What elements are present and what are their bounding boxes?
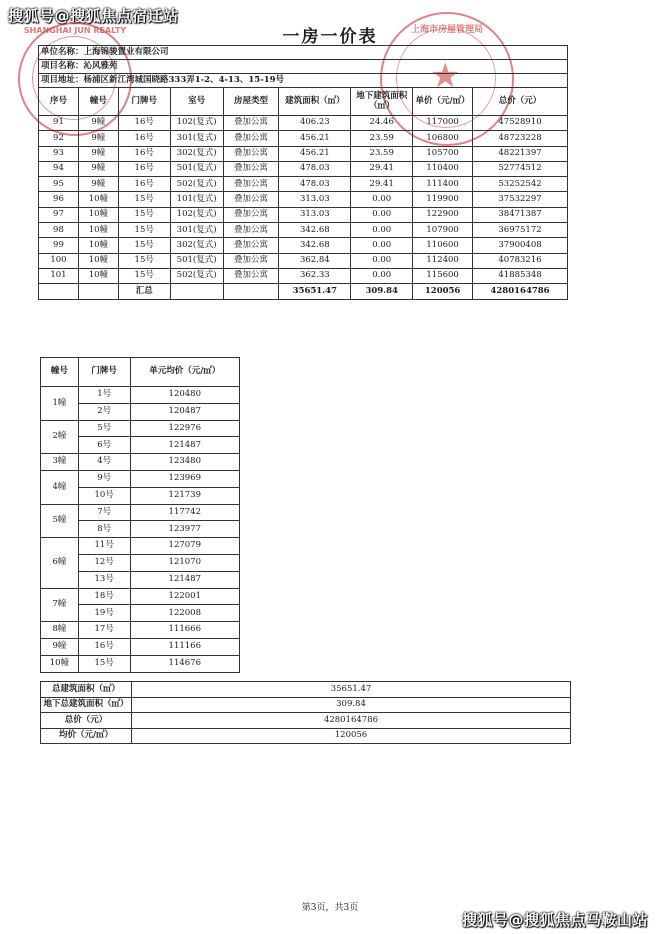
table-cell: 15号 (118, 253, 170, 268)
building-cell: 2幢 (41, 420, 79, 454)
table-row (41, 655, 240, 672)
summary-value: 120056 (132, 728, 571, 744)
table-cell: 叠加公寓 (223, 146, 279, 161)
table-cell: 110600 (413, 238, 473, 253)
column-header: 门牌号 (118, 88, 170, 116)
summary-label: 均价（元/㎡） (41, 728, 132, 744)
table-row (41, 470, 240, 487)
door-cell: 16号 (78, 638, 130, 655)
table-cell: 342.68 (279, 223, 351, 238)
table-cell: 502(复式) (170, 177, 223, 192)
table-cell: 93 (39, 146, 79, 161)
table-cell: 9幢 (78, 116, 118, 131)
table-cell: 29.41 (351, 177, 413, 192)
table-cell: 9幢 (78, 131, 118, 146)
door-cell: 1号 (78, 387, 130, 404)
door-cell: 18号 (78, 588, 130, 605)
table-cell: 16号 (118, 161, 170, 176)
table-cell: 478.03 (279, 177, 351, 192)
column-header: 建筑面积（㎡） (279, 88, 351, 116)
table-cell: 10幢 (78, 238, 118, 253)
column-header: 总价（元） (473, 88, 568, 116)
table-cell: 117000 (413, 116, 473, 131)
table-row (39, 177, 568, 192)
table-cell: 48723228 (473, 131, 568, 146)
column-header: 房屋类型 (223, 88, 279, 116)
building-cell: 3幢 (41, 454, 79, 471)
summary-value: 35651.47 (132, 682, 571, 698)
price-cell: 120487 (130, 403, 239, 420)
table-cell: 叠加公寓 (223, 192, 279, 207)
table-cell: 叠加公寓 (223, 177, 279, 192)
table-cell: 115600 (413, 268, 473, 283)
table-cell: 10幢 (78, 268, 118, 283)
table-cell: 9幢 (78, 161, 118, 176)
table-cell: 0.00 (351, 223, 413, 238)
table-cell: 40783216 (473, 253, 568, 268)
table-cell: 98 (39, 223, 79, 238)
table-cell: 501(复式) (170, 161, 223, 176)
page-title: 一房一价表 (282, 27, 378, 47)
table-cell: 105700 (413, 146, 473, 161)
price-cell: 117742 (130, 504, 239, 521)
unit-table-header-row (41, 358, 240, 387)
table-cell: 0.00 (351, 253, 413, 268)
summary-table-row (41, 713, 571, 729)
table-cell: 101 (39, 268, 79, 283)
building-cell: 6幢 (41, 538, 79, 588)
building-cell: 4幢 (41, 470, 79, 504)
table-row (41, 420, 240, 437)
table-row (39, 131, 568, 146)
table-row (41, 638, 240, 655)
table-cell: 36975172 (473, 223, 568, 238)
price-cell: 111666 (130, 622, 239, 639)
table-cell: 15号 (118, 207, 170, 222)
table-cell: 101(复式) (170, 192, 223, 207)
price-table (38, 45, 568, 300)
price-cell: 122976 (130, 420, 239, 437)
table-cell: 362.33 (279, 268, 351, 283)
table-cell (170, 284, 223, 300)
star-icon: ★ (430, 56, 461, 96)
table-cell: 47528910 (473, 116, 568, 131)
table-cell: 15号 (118, 192, 170, 207)
door-cell: 6号 (78, 437, 130, 454)
table-row (41, 588, 240, 605)
table-cell: 501(复式) (170, 253, 223, 268)
summary-unit-price: 120056 (413, 284, 473, 300)
table-cell: 0.00 (351, 207, 413, 222)
door-cell: 12号 (78, 554, 130, 571)
building-cell: 7幢 (41, 588, 79, 622)
table-cell: 96 (39, 192, 79, 207)
watermark-top: 搜狐号@搜狐焦点宿迁站 (8, 7, 179, 25)
summary-table-row (41, 697, 571, 713)
table-cell: 302(复式) (170, 146, 223, 161)
table-cell: 52774512 (473, 161, 568, 176)
table-cell: 0.00 (351, 268, 413, 283)
table-cell: 362.84 (279, 253, 351, 268)
table-cell: 37532297 (473, 192, 568, 207)
door-cell: 10号 (78, 487, 130, 504)
summary-table-row (41, 728, 571, 744)
price-cell: 122008 (130, 605, 239, 622)
summary-area: 35651.47 (279, 284, 351, 300)
summary-underground: 309.84 (351, 284, 413, 300)
table-cell (39, 284, 79, 300)
price-cell: 120480 (130, 387, 239, 404)
price-cell: 127079 (130, 538, 239, 555)
table-row (41, 387, 240, 404)
table-cell: 100 (39, 253, 79, 268)
column-header: 室号 (170, 88, 223, 116)
table-cell: 301(复式) (170, 131, 223, 146)
table-cell (78, 284, 118, 300)
table-cell: 111400 (413, 177, 473, 192)
price-cell: 114676 (130, 655, 239, 672)
door-cell: 8号 (78, 521, 130, 538)
table-cell: 97 (39, 207, 79, 222)
seal-text: 上海市房屋管理局 (410, 25, 483, 35)
column-header: 幢号 (78, 88, 118, 116)
column-header: 地下建筑面积（㎡） (351, 88, 413, 116)
price-cell: 121739 (130, 487, 239, 504)
table-cell: 106800 (413, 131, 473, 146)
column-header: 单元均价（元/㎡） (130, 358, 239, 387)
summary-label: 地下总建筑面积（㎡） (41, 697, 132, 713)
table-cell: 342.68 (279, 238, 351, 253)
price-cell: 123969 (130, 470, 239, 487)
price-cell: 122001 (130, 588, 239, 605)
table-row (39, 116, 568, 131)
building-cell: 1幢 (41, 387, 79, 421)
table-row (39, 207, 568, 222)
watermark-bottom: 搜狐号@搜狐焦点马鞍山站 (461, 911, 648, 929)
table-cell: 302(复式) (170, 238, 223, 253)
table-cell: 9幢 (78, 177, 118, 192)
summary-row (39, 284, 568, 300)
table-cell: 叠加公寓 (223, 253, 279, 268)
table-cell: 313.03 (279, 207, 351, 222)
summary-value: 4280164786 (132, 713, 571, 729)
table-cell: 叠加公寓 (223, 116, 279, 131)
seal-text: SHANGHAI JUN REALTY (23, 26, 127, 35)
price-cell: 123480 (130, 454, 239, 471)
price-cell: 121487 (130, 571, 239, 588)
table-cell: 406.23 (279, 116, 351, 131)
table-cell: 29.41 (351, 161, 413, 176)
table-cell: 112400 (413, 253, 473, 268)
table-cell: 38471387 (473, 207, 568, 222)
table-cell (223, 284, 279, 300)
table-row (41, 454, 240, 471)
column-header: 门牌号 (78, 358, 130, 387)
table-cell: 16号 (118, 146, 170, 161)
table-cell: 0.00 (351, 238, 413, 253)
table-cell: 9幢 (78, 146, 118, 161)
table-cell: 16号 (118, 116, 170, 131)
door-cell: 19号 (78, 605, 130, 622)
table-cell: 313.03 (279, 192, 351, 207)
table-cell: 119900 (413, 192, 473, 207)
table-row (39, 146, 568, 161)
table-cell: 23.59 (351, 131, 413, 146)
door-cell: 2号 (78, 403, 130, 420)
summary-label: 汇总 (118, 284, 170, 300)
table-cell: 478.03 (279, 161, 351, 176)
unit-average-table (40, 357, 240, 673)
table-cell: 102(复式) (170, 207, 223, 222)
price-cell: 121487 (130, 437, 239, 454)
table-cell: 23.59 (351, 146, 413, 161)
building-cell: 8幢 (41, 622, 79, 639)
table-cell: 叠加公寓 (223, 161, 279, 176)
table-cell: 10幢 (78, 253, 118, 268)
table-cell: 456.21 (279, 131, 351, 146)
table-cell: 102(复式) (170, 116, 223, 131)
table-cell: 502(复式) (170, 268, 223, 283)
door-cell: 9号 (78, 470, 130, 487)
table-cell: 94 (39, 161, 79, 176)
table-cell: 24.46 (351, 116, 413, 131)
table-cell: 叠加公寓 (223, 223, 279, 238)
summary-value: 309.84 (132, 697, 571, 713)
table-cell: 37900408 (473, 238, 568, 253)
table-cell: 叠加公寓 (223, 131, 279, 146)
table-cell: 10幢 (78, 207, 118, 222)
table-row (39, 161, 568, 176)
table-cell: 456.21 (279, 146, 351, 161)
summary-label: 总建筑面积（㎡） (41, 682, 132, 698)
door-cell: 15号 (78, 655, 130, 672)
door-cell: 4号 (78, 454, 130, 471)
table-row (41, 538, 240, 555)
table-cell: 122900 (413, 207, 473, 222)
door-cell: 11号 (78, 538, 130, 555)
building-cell: 10幢 (41, 655, 79, 672)
column-header: 幢号 (41, 358, 79, 387)
building-cell: 9幢 (41, 638, 79, 655)
column-header: 序号 (39, 88, 79, 116)
summary-total: 4280164786 (473, 284, 568, 300)
table-cell: 10幢 (78, 192, 118, 207)
table-cell: 16号 (118, 177, 170, 192)
table-row (39, 223, 568, 238)
summary-table-row (41, 682, 571, 698)
table-cell: 叠加公寓 (223, 207, 279, 222)
page-footer: 第3页，共3页 (301, 903, 359, 913)
summary-label: 总价（元） (41, 713, 132, 729)
table-cell: 叠加公寓 (223, 268, 279, 283)
table-cell: 叠加公寓 (223, 238, 279, 253)
door-cell: 13号 (78, 571, 130, 588)
company-name: 单位名称：上海锦骏置业有限公司 (39, 46, 568, 60)
door-cell: 7号 (78, 504, 130, 521)
table-cell: 15号 (118, 268, 170, 283)
table-header-row (39, 88, 568, 116)
table-cell: 53252542 (473, 177, 568, 192)
table-cell: 41885348 (473, 268, 568, 283)
column-header: 单价（元/㎡） (413, 88, 473, 116)
table-cell: 48221397 (473, 146, 568, 161)
table-cell: 95 (39, 177, 79, 192)
table-row (39, 238, 568, 253)
project-name: 项目名称：沁风雅苑 (39, 60, 568, 74)
table-row (39, 192, 568, 207)
table-cell: 16号 (118, 131, 170, 146)
table-cell: 15号 (118, 238, 170, 253)
table-cell: 301(复式) (170, 223, 223, 238)
table-cell: 110400 (413, 161, 473, 176)
table-row (39, 253, 568, 268)
summary-table (40, 681, 571, 744)
table-cell: 15号 (118, 223, 170, 238)
table-cell: 91 (39, 116, 79, 131)
table-cell: 92 (39, 131, 79, 146)
table-cell: 10幢 (78, 223, 118, 238)
table-row (41, 622, 240, 639)
table-cell: 99 (39, 238, 79, 253)
price-cell: 121070 (130, 554, 239, 571)
price-cell: 111166 (130, 638, 239, 655)
table-row (41, 504, 240, 521)
project-address: 项目地址：杨浦区新江湾城国晓路333弄1-2、4-13、15-19号 (39, 74, 568, 88)
table-cell: 107900 (413, 223, 473, 238)
door-cell: 5号 (78, 420, 130, 437)
building-cell: 5幢 (41, 504, 79, 538)
price-cell: 123977 (130, 521, 239, 538)
table-row (39, 268, 568, 283)
table-cell: 0.00 (351, 192, 413, 207)
door-cell: 17号 (78, 622, 130, 639)
